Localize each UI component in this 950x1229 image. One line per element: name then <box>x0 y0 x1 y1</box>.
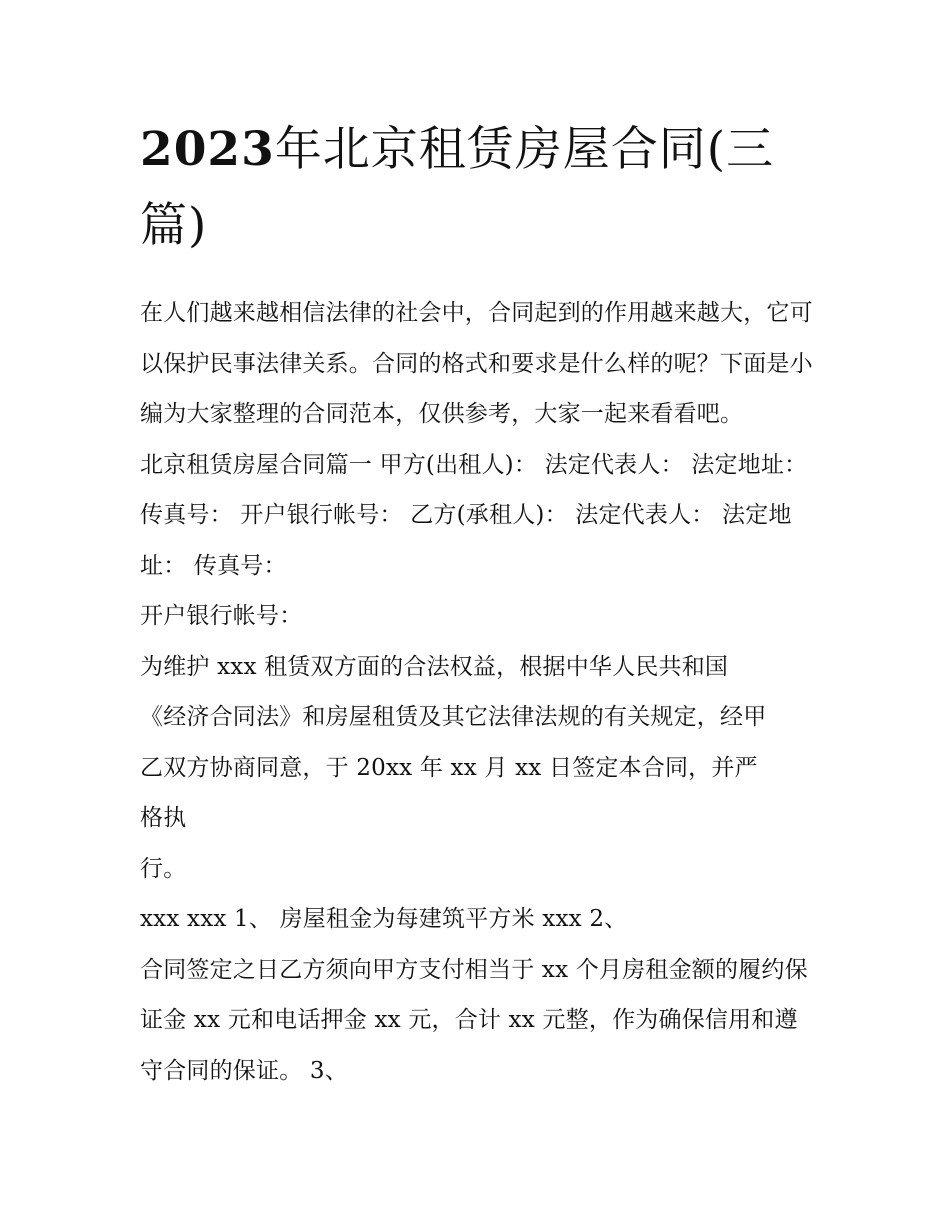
document-title <box>140 112 820 264</box>
title-line1-rest: 年北京租赁房屋合同(三 <box>274 122 775 177</box>
bank-account-line: 开户银行帐号： <box>140 603 303 629</box>
party-info-paragraph: 北京租赁房屋合同篇一 甲方(出租人)： 法定代表人： 法定地址： 传真号： 开户银行帐号： 乙方(承租人)： 法定代表人： 法定地址： 传真号： <box>140 451 808 579</box>
rent-clause-line: xxx xxx 1、 房屋租金为每建筑平方米 xxx 2、 <box>140 906 628 932</box>
title-line2: 篇) <box>140 198 208 253</box>
contract-basis-ending: 行。 <box>140 855 187 882</box>
deposit-clause-paragraph: 合同签定之日乙方须向甲方支付相当于 xx 个月房租金额的履约保证金 xx 元和电话押金 xx 元，合计 xx 元整，作为确保信用和遵守合同的保证。 3、 <box>140 956 808 1084</box>
intro-paragraph: 在人们越来越相信法律的社会中，合同起到的作用越来越大，它可以保护民事法律关系。合同的格式和要求是什么样的呢？下面是小编为大家整理的合同范本，仅供参考，大家一起来看看吧。 <box>140 300 813 427</box>
contract-basis-paragraph: 为维护 xxx 租赁双方面的合法权益，根据中华人民共和国《经济合同法》和房屋租赁及其它法律法规的有关规定，经甲乙双方协商同意，于 20xx 年 xx 月 xx 日签定本合同，并严格执 <box>140 653 767 831</box>
document-page <box>140 112 820 1096</box>
title-year: 2023 <box>140 122 275 177</box>
